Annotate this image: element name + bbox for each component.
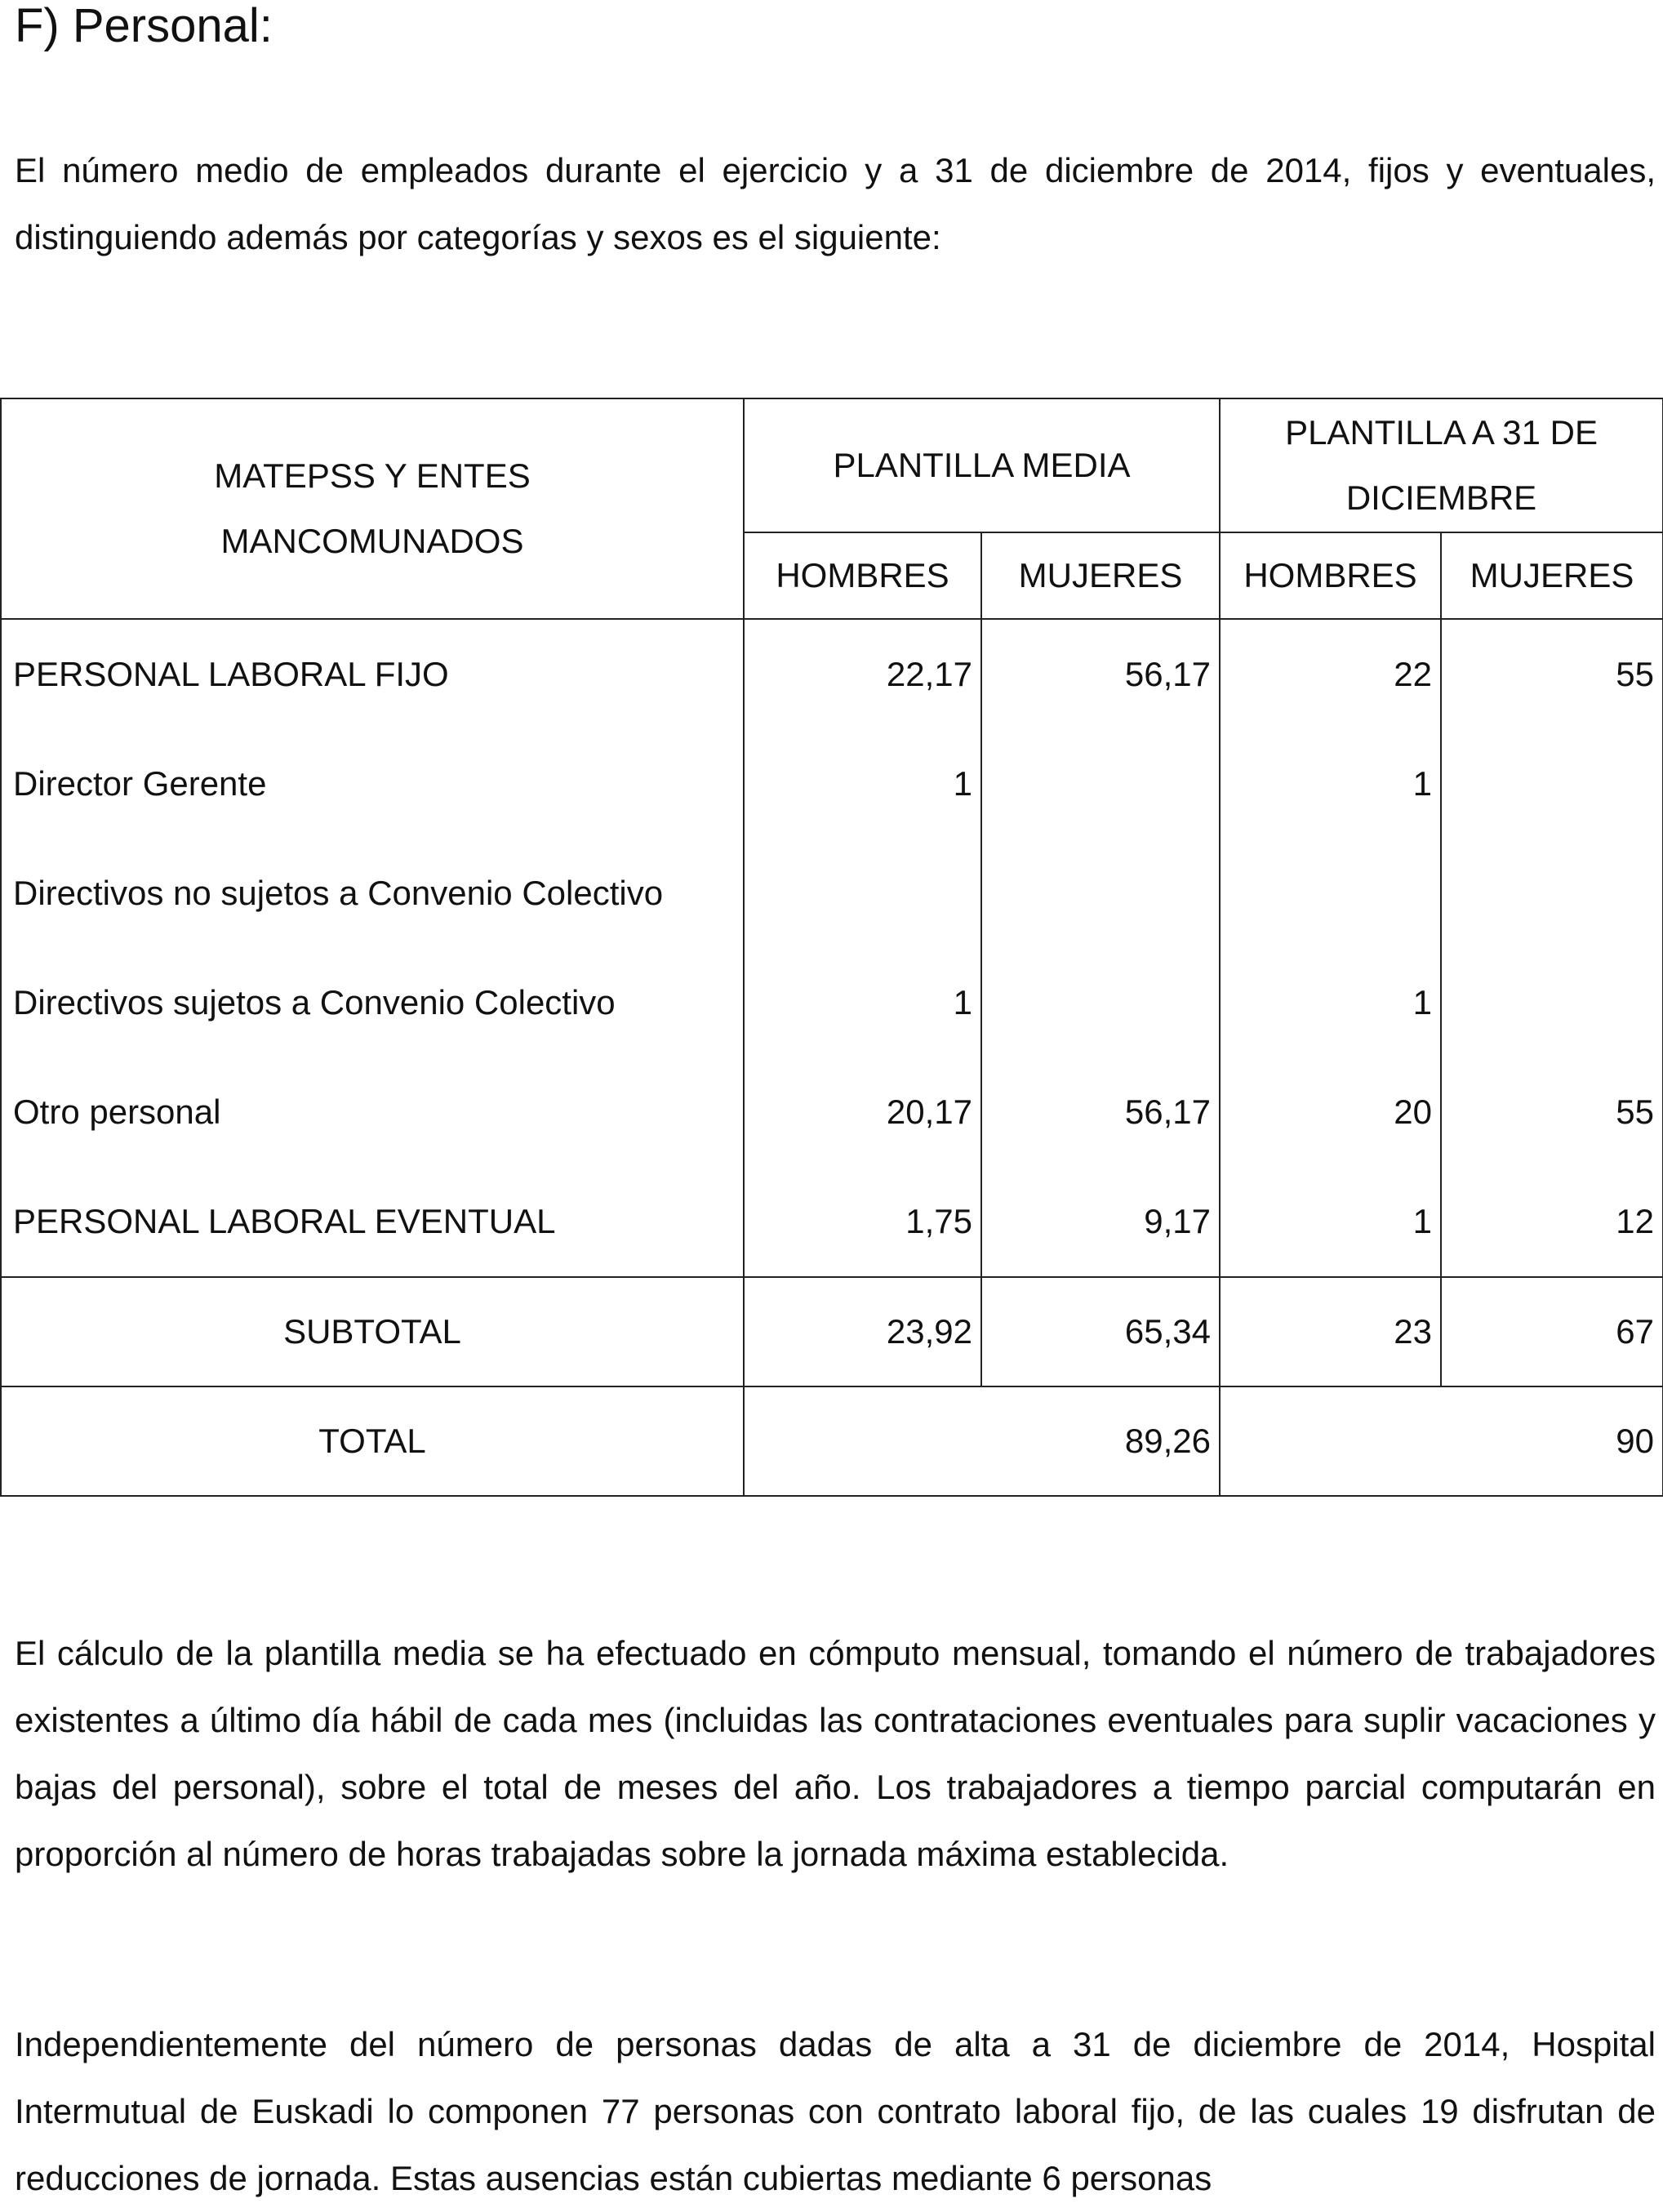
cell-value: 90 xyxy=(1220,1386,1663,1496)
cell-value: 1 xyxy=(1220,1167,1441,1277)
cell-value xyxy=(1441,729,1663,839)
table-row xyxy=(1,1057,1663,1167)
cell-value xyxy=(1220,839,1441,948)
group-header-plantilla-media: PLANTILLA MEDIA xyxy=(744,398,1220,532)
total-label: TOTAL xyxy=(1,1386,744,1496)
intro-paragraph: El número medio de empleados durante el ejercicio y a 31 de diciembre de 2014, fijos y eventuales, distinguiendo además por categorías y sexos es el siguiente: xyxy=(15,151,1656,256)
table-row xyxy=(1,619,1663,729)
subheader-mujeres-dic: MUJERES xyxy=(1441,532,1663,619)
row-label: PERSONAL LABORAL EVENTUAL xyxy=(1,1167,744,1277)
row-label: Otro personal xyxy=(1,1057,744,1167)
cell-value: 1 xyxy=(1220,729,1441,839)
cell-value xyxy=(1441,839,1663,948)
cell-value: 55 xyxy=(1441,1057,1663,1167)
cell-value xyxy=(981,839,1220,948)
subheader-hombres-media: HOMBRES xyxy=(744,532,981,619)
subheader-hombres-dic: HOMBRES xyxy=(1220,532,1441,619)
cell-value: 23 xyxy=(1220,1277,1441,1386)
cell-value: 1 xyxy=(1220,948,1441,1057)
corner-header: MATEPSS Y ENTES MANCOMUNADOS xyxy=(1,398,744,619)
row-label: Director Gerente xyxy=(1,729,744,839)
cell-value: 9,17 xyxy=(981,1167,1220,1277)
table-row xyxy=(1,839,1663,948)
subtotal-row xyxy=(1,1277,1663,1386)
group-header-plantilla-31-dic: PLANTILLA A 31 DE DICIEMBRE xyxy=(1220,398,1663,532)
table-row xyxy=(1,1167,1663,1277)
table-row xyxy=(1,948,1663,1057)
row-label: Directivos sujetos a Convenio Colectivo xyxy=(1,948,744,1057)
section-heading: F) Personal: xyxy=(15,0,273,52)
cell-value: 20 xyxy=(1220,1057,1441,1167)
cell-value: 55 xyxy=(1441,619,1663,729)
cell-value: 1 xyxy=(744,948,981,1057)
row-label: Directivos no sujetos a Convenio Colectivo xyxy=(1,839,744,948)
cell-value: 22,17 xyxy=(744,619,981,729)
cell-value xyxy=(744,839,981,948)
cell-value: 67 xyxy=(1441,1277,1663,1386)
cell-value: 22 xyxy=(1220,619,1441,729)
cell-value: 20,17 xyxy=(744,1057,981,1167)
staffing-paragraph: Independientemente del número de personas dadas de alta a 31 de diciembre de 2014, Hospital Intermutual de Euskadi lo componen 77 personas con contrato laboral fijo, de las cuales 19 disfrutan de reducciones de jornada. Estas ausencias están cubiertas mediante 6 personas xyxy=(15,2025,1656,2197)
subtotal-label: SUBTOTAL xyxy=(1,1277,744,1386)
cell-value: 56,17 xyxy=(981,619,1220,729)
calculation-paragraph: El cálculo de la plantilla media se ha efectuado en cómputo mensual, tomando el número de trabajadores existentes a último día hábil de cada mes (incluidas las contrataciones eventuales para suplir vacaciones y bajas del personal), sobre el total de meses del año. Los trabajadores a tiempo parcial computarán en proporción al número de horas trabajadas sobre la jornada máxima establecida. xyxy=(15,1634,1656,1873)
cell-value: 56,17 xyxy=(981,1057,1220,1167)
subheader-mujeres-media: MUJERES xyxy=(981,532,1220,619)
row-label: PERSONAL LABORAL FIJO xyxy=(1,619,744,729)
cell-value: 89,26 xyxy=(744,1386,1220,1496)
cell-value xyxy=(981,729,1220,839)
cell-value: 12 xyxy=(1441,1167,1663,1277)
staff-table xyxy=(0,398,1663,1497)
total-row xyxy=(1,1386,1663,1496)
cell-value xyxy=(1441,948,1663,1057)
cell-value: 1 xyxy=(744,729,981,839)
cell-value: 23,92 xyxy=(744,1277,981,1386)
table-row xyxy=(1,729,1663,839)
cell-value xyxy=(981,948,1220,1057)
cell-value: 65,34 xyxy=(981,1277,1220,1386)
cell-value: 1,75 xyxy=(744,1167,981,1277)
